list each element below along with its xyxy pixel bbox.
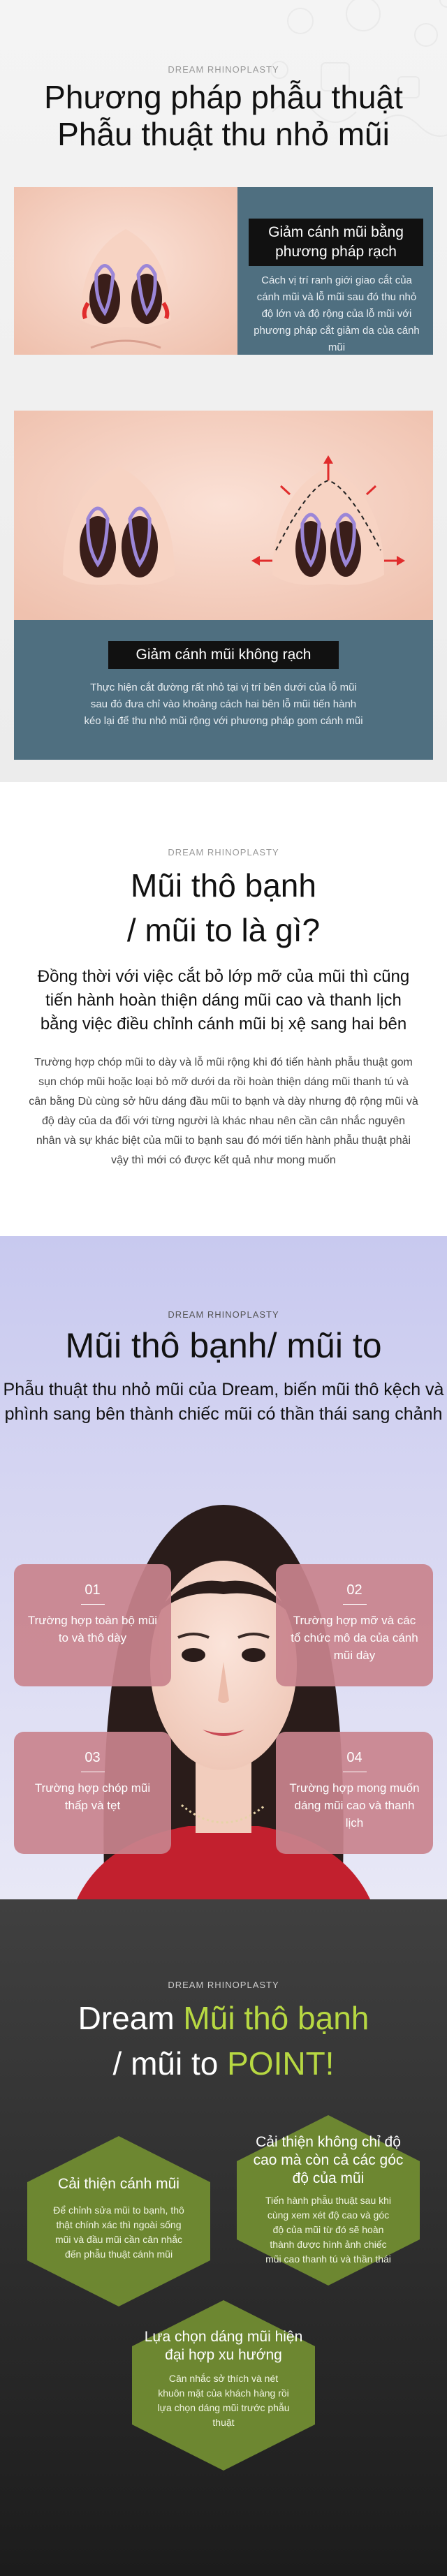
non-incision-method-title: Giảm cánh mũi không rạch <box>108 641 339 669</box>
section-title-line1 <box>0 1997 447 2039</box>
incision-method-panel <box>237 187 433 355</box>
incision-method-description: Cách vị trí ranh giới giao cắt của cánh mũi và lỗ mũi sau đó thu nhỏ độ lớn và độ rộng của lỗ mũi với phương pháp cắt giảm da của cánh mũi <box>254 274 420 353</box>
section-subtitle: Phẫu thuật thu nhỏ mũi của Dream, biến mũi thô kệch và phình sang bên thành chiếc mũi có thần thái sang chảnh <box>3 1380 444 1424</box>
section-dream-points <box>0 1899 447 2576</box>
point-title: Cải thiện cánh mũi <box>58 2176 179 2192</box>
case-box-4 <box>276 1732 433 1854</box>
section-title: Mũi thô bạnh/ mũi to <box>65 1326 382 1365</box>
case-number: 04 <box>276 1750 433 1772</box>
page-title-line2: Phẫu thuật thu nhỏ mũi <box>57 116 390 152</box>
case-number: 02 <box>276 1582 433 1605</box>
incision-method-card <box>14 187 433 355</box>
nose-non-incision-illustration <box>14 411 433 620</box>
point-text: Cân nhắc sở thích và nét khuôn mặt của khách hàng rồi lựa chọn dáng mũi trước phẫu thuật <box>157 2373 290 2428</box>
brand-label: DREAM RHINOPLASTY <box>168 64 279 75</box>
case-number: 03 <box>14 1750 171 1772</box>
point-hexagon-1 <box>24 2133 213 2309</box>
case-box-2 <box>276 1564 433 1686</box>
case-box-3 <box>14 1732 171 1854</box>
point-text: Tiến hành phẫu thuật sau khi cùng xem xét độ cao và góc độ của mũi từ đó sẽ hoàn thành được hình ảnh chiếc mũi cao thanh tú và thần thái <box>265 2195 392 2265</box>
brand-label: DREAM RHINOPLASTY <box>168 1309 279 1320</box>
case-box-1 <box>14 1564 171 1686</box>
title-part-accent: Mũi thô bạnh <box>183 2000 369 2036</box>
case-text: Trường hợp mỡ và các tổ chức mô da của cánh mũi dày <box>291 1614 418 1662</box>
body-paragraph: Trường hợp chóp mũi to dày và lỗ mũi rộng khi đó tiến hành phẫu thuật gom sụn chóp mũi hoặc loại bỏ mỡ dưới da rồi hoàn thiện dáng mũi thanh tú và cân bằng Dù cùng sở hữu dáng đầu mũi to bạnh và dày nhưng độ rộng mũi và độ dày của da đối với từng người là khác nhau nên cần cân nhắc nguyên nhân và sự khác biệt của mũi to bạnh sau đó mới tiến hành phẫu thuật phải vậy thì mới có được kết quả như mong muốn <box>29 1057 418 1166</box>
point-hexagon-3 <box>129 2297 318 2473</box>
non-incision-method-description: Thực hiện cắt đường rất nhỏ tại vị trí bên dưới của lỗ mũi sau đó đưa chỉ vào khoảng cách hai bên lỗ mũi tiến hành kéo lại để thu nhỏ mũi rộng với phương pháp gom cánh mũi <box>84 682 363 727</box>
section-title-line2 <box>0 2043 447 2084</box>
point-hexagon-2 <box>234 2112 423 2288</box>
brand-label: DREAM RHINOPLASTY <box>168 1980 279 1990</box>
section-title-line2: / mũi to là gì? <box>126 912 321 948</box>
point-text: Để chỉnh sửa mũi to bạnh, thô thật chính xác thì ngoài sống mũi và đầu mũi cần cân nhắc đến phẫu thuật cánh mũi <box>53 2205 184 2260</box>
non-incision-method-card <box>14 411 433 760</box>
brand-label: DREAM RHINOPLASTY <box>168 847 279 858</box>
title-part-accent: POINT! <box>227 2045 335 2082</box>
lead-paragraph: Đồng thời với việc cắt bỏ lớp mỡ của mũi thì cũng tiến hành hoàn thiện dáng mũi cao và thanh lịch bằng việc điều chỉnh cánh mũi bị xệ sang hai bên <box>37 967 410 1033</box>
section-wide-nose-cases <box>0 1236 447 1899</box>
case-text: Trường hợp toàn bộ mũi to và thô dày <box>27 1614 158 1644</box>
point-title: Cải thiện không chỉ độ cao mà còn cả các góc độ của mũi <box>253 2134 404 2186</box>
incision-method-title: Giảm cánh mũi bằng phương pháp rạch <box>249 219 423 266</box>
title-part-plain: / mũi to <box>112 2045 228 2082</box>
section-surgery-methods <box>0 0 447 782</box>
case-number: 01 <box>14 1582 171 1605</box>
page-title-line1: Phương pháp phẫu thuật <box>44 79 403 115</box>
section-what-is-wide-nose <box>0 782 447 1236</box>
title-part-plain: Dream <box>78 2000 184 2036</box>
case-text: Trường hợp chóp mũi thấp và tẹt <box>34 1781 151 1812</box>
case-text: Trường hợp mong muốn dáng mũi cao và thanh lịch <box>289 1781 420 1830</box>
nose-incision-illustration <box>14 187 237 355</box>
section-title-line1: Mũi thô bạnh <box>131 867 316 904</box>
point-title: Lựa chọn dáng mũi hiện đại hợp xu hướng <box>144 2329 303 2363</box>
